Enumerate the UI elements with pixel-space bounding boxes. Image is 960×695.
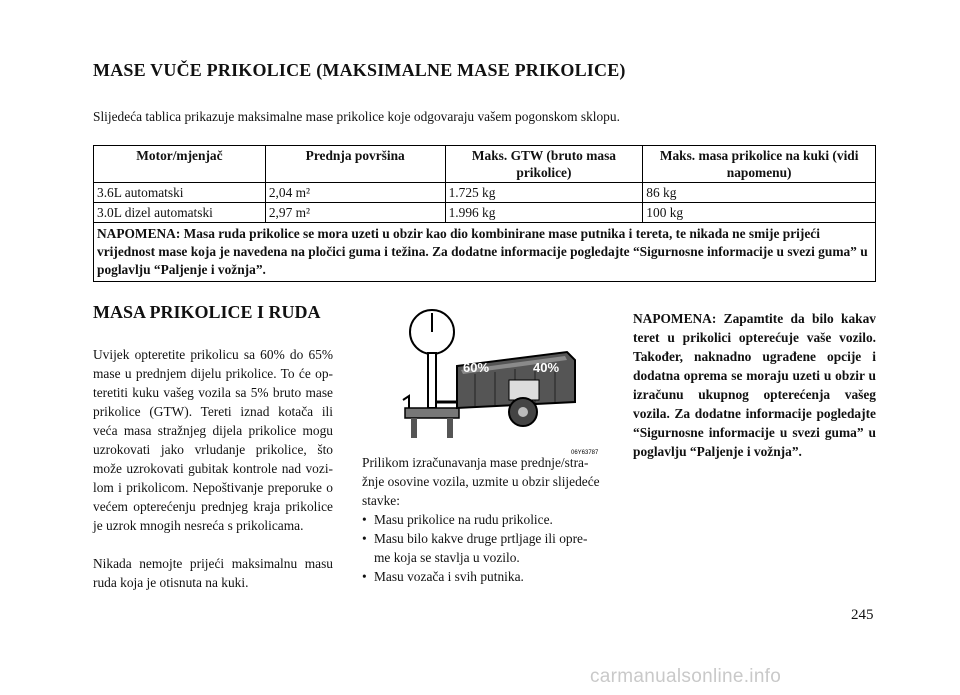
list-item: • Masu vozača i svih putnika. [362, 567, 602, 586]
column-left [93, 345, 333, 611]
intro-text: Slijedeća tablica prikazuje maksimalne mase prikolice koje odgovaraju vašem pogonskom sklopu. [93, 109, 620, 124]
header-max-gtw: Maks. GTW (bruto masa prikolice) [445, 146, 643, 183]
paragraph-axle-weight: Prilikom izračunavanja mase prednje/stra-žnje osovine vozila, uzmite u obzir slijedeće stavke: [362, 455, 600, 508]
table-cell: 2,04 m² [265, 183, 445, 203]
trailer-weight-table [93, 145, 876, 282]
table-cell: 1.725 kg [445, 183, 643, 203]
table-row [94, 203, 876, 223]
column-middle [362, 453, 602, 586]
page-title: MASE VUČE PRIKOLICE (MAKSIMALNE MASE PRIKOLICE) [93, 60, 626, 80]
header-engine: Motor/mjenjač [94, 146, 266, 183]
table-header-row [94, 146, 876, 183]
rear-load-percent: 40% [533, 360, 560, 375]
table-row [94, 183, 876, 203]
table-cell: 3.0L dizel automatski [94, 203, 266, 223]
list-item: • Masu prikolice na rudu prikolice. [362, 510, 602, 529]
paragraph-tongue-limit: Nikada nemojte prijeći maksimalnu masu ruda koja je otisnuta na kuki. [93, 556, 333, 590]
table-cell: 86 kg [643, 183, 876, 203]
weight-items-list [362, 510, 602, 586]
table-cell: 100 kg [643, 203, 876, 223]
front-load-percent: 60% [463, 360, 490, 375]
page-number: 245 [851, 607, 874, 623]
trailer-weight-illustration [395, 304, 605, 464]
watermark: carmanualsonline.info [590, 666, 782, 687]
table-note-row [94, 223, 876, 282]
table-note: NAPOMENA: Masa ruda prikolice se mora uzeti u obzir kao dio kombinirane mase putnika i tereta, te nikada ne smije prijeći vrijednost mase koja je navedena na pločici guma i težina. Za dodatne informacije pogledajte “Sigurnosne informacije u svezi guma” u poglavlju “Paljenje i vožnja”. [94, 223, 876, 282]
list-item: • Masu bilo kakve druge prtljage ili opre-me koja se stavlja u vozilo. [362, 529, 602, 567]
table-cell: 3.6L automatski [94, 183, 266, 203]
header-max-tongue-weight: Maks. masa prikolice na kuki (vidi napomenu) [643, 146, 876, 183]
table-cell: 1.996 kg [445, 203, 643, 223]
figure-code: 06Y63787 [571, 450, 599, 456]
table-cell: 2,97 m² [265, 203, 445, 223]
header-frontal-area: Prednja površina [265, 146, 445, 183]
section-heading: MASA PRIKOLICE I RUDA [93, 302, 321, 322]
column-right-note: NAPOMENA: Zapamtite da bilo kakav teret u prikolici opterećuje vaše vozilo. Također, naknadno ugrađene opcije i dodatna oprema se moraju uzeti u obzir u izračunu ukupnog opterećenja vašeg vozila. Za dodatne informacije pogledajte “Sigurnosne informacije u svezi guma” u poglavlju “Paljenje i vožnja”. [633, 311, 876, 459]
paragraph-loading: Uvijek opteretite prikolicu sa 60% do 65% mase u prednjem dijelu prikolice. To će op-teretiti kuku vašeg vozila sa 5% bruto mase prikolice (GTW). Tereti iznad kotača ili veća masa stražnjeg dijela prikolice mogu uzrokovati jako vrludanje prikolice, što može uzrokovati gubitak kontrole nad vozi-lom i prikolicom. Nepoštivanje preporuke o većem opterećenju prednjeg kraja prikolice je uzrok mnogih nesreća s prikolicama. [93, 347, 333, 533]
